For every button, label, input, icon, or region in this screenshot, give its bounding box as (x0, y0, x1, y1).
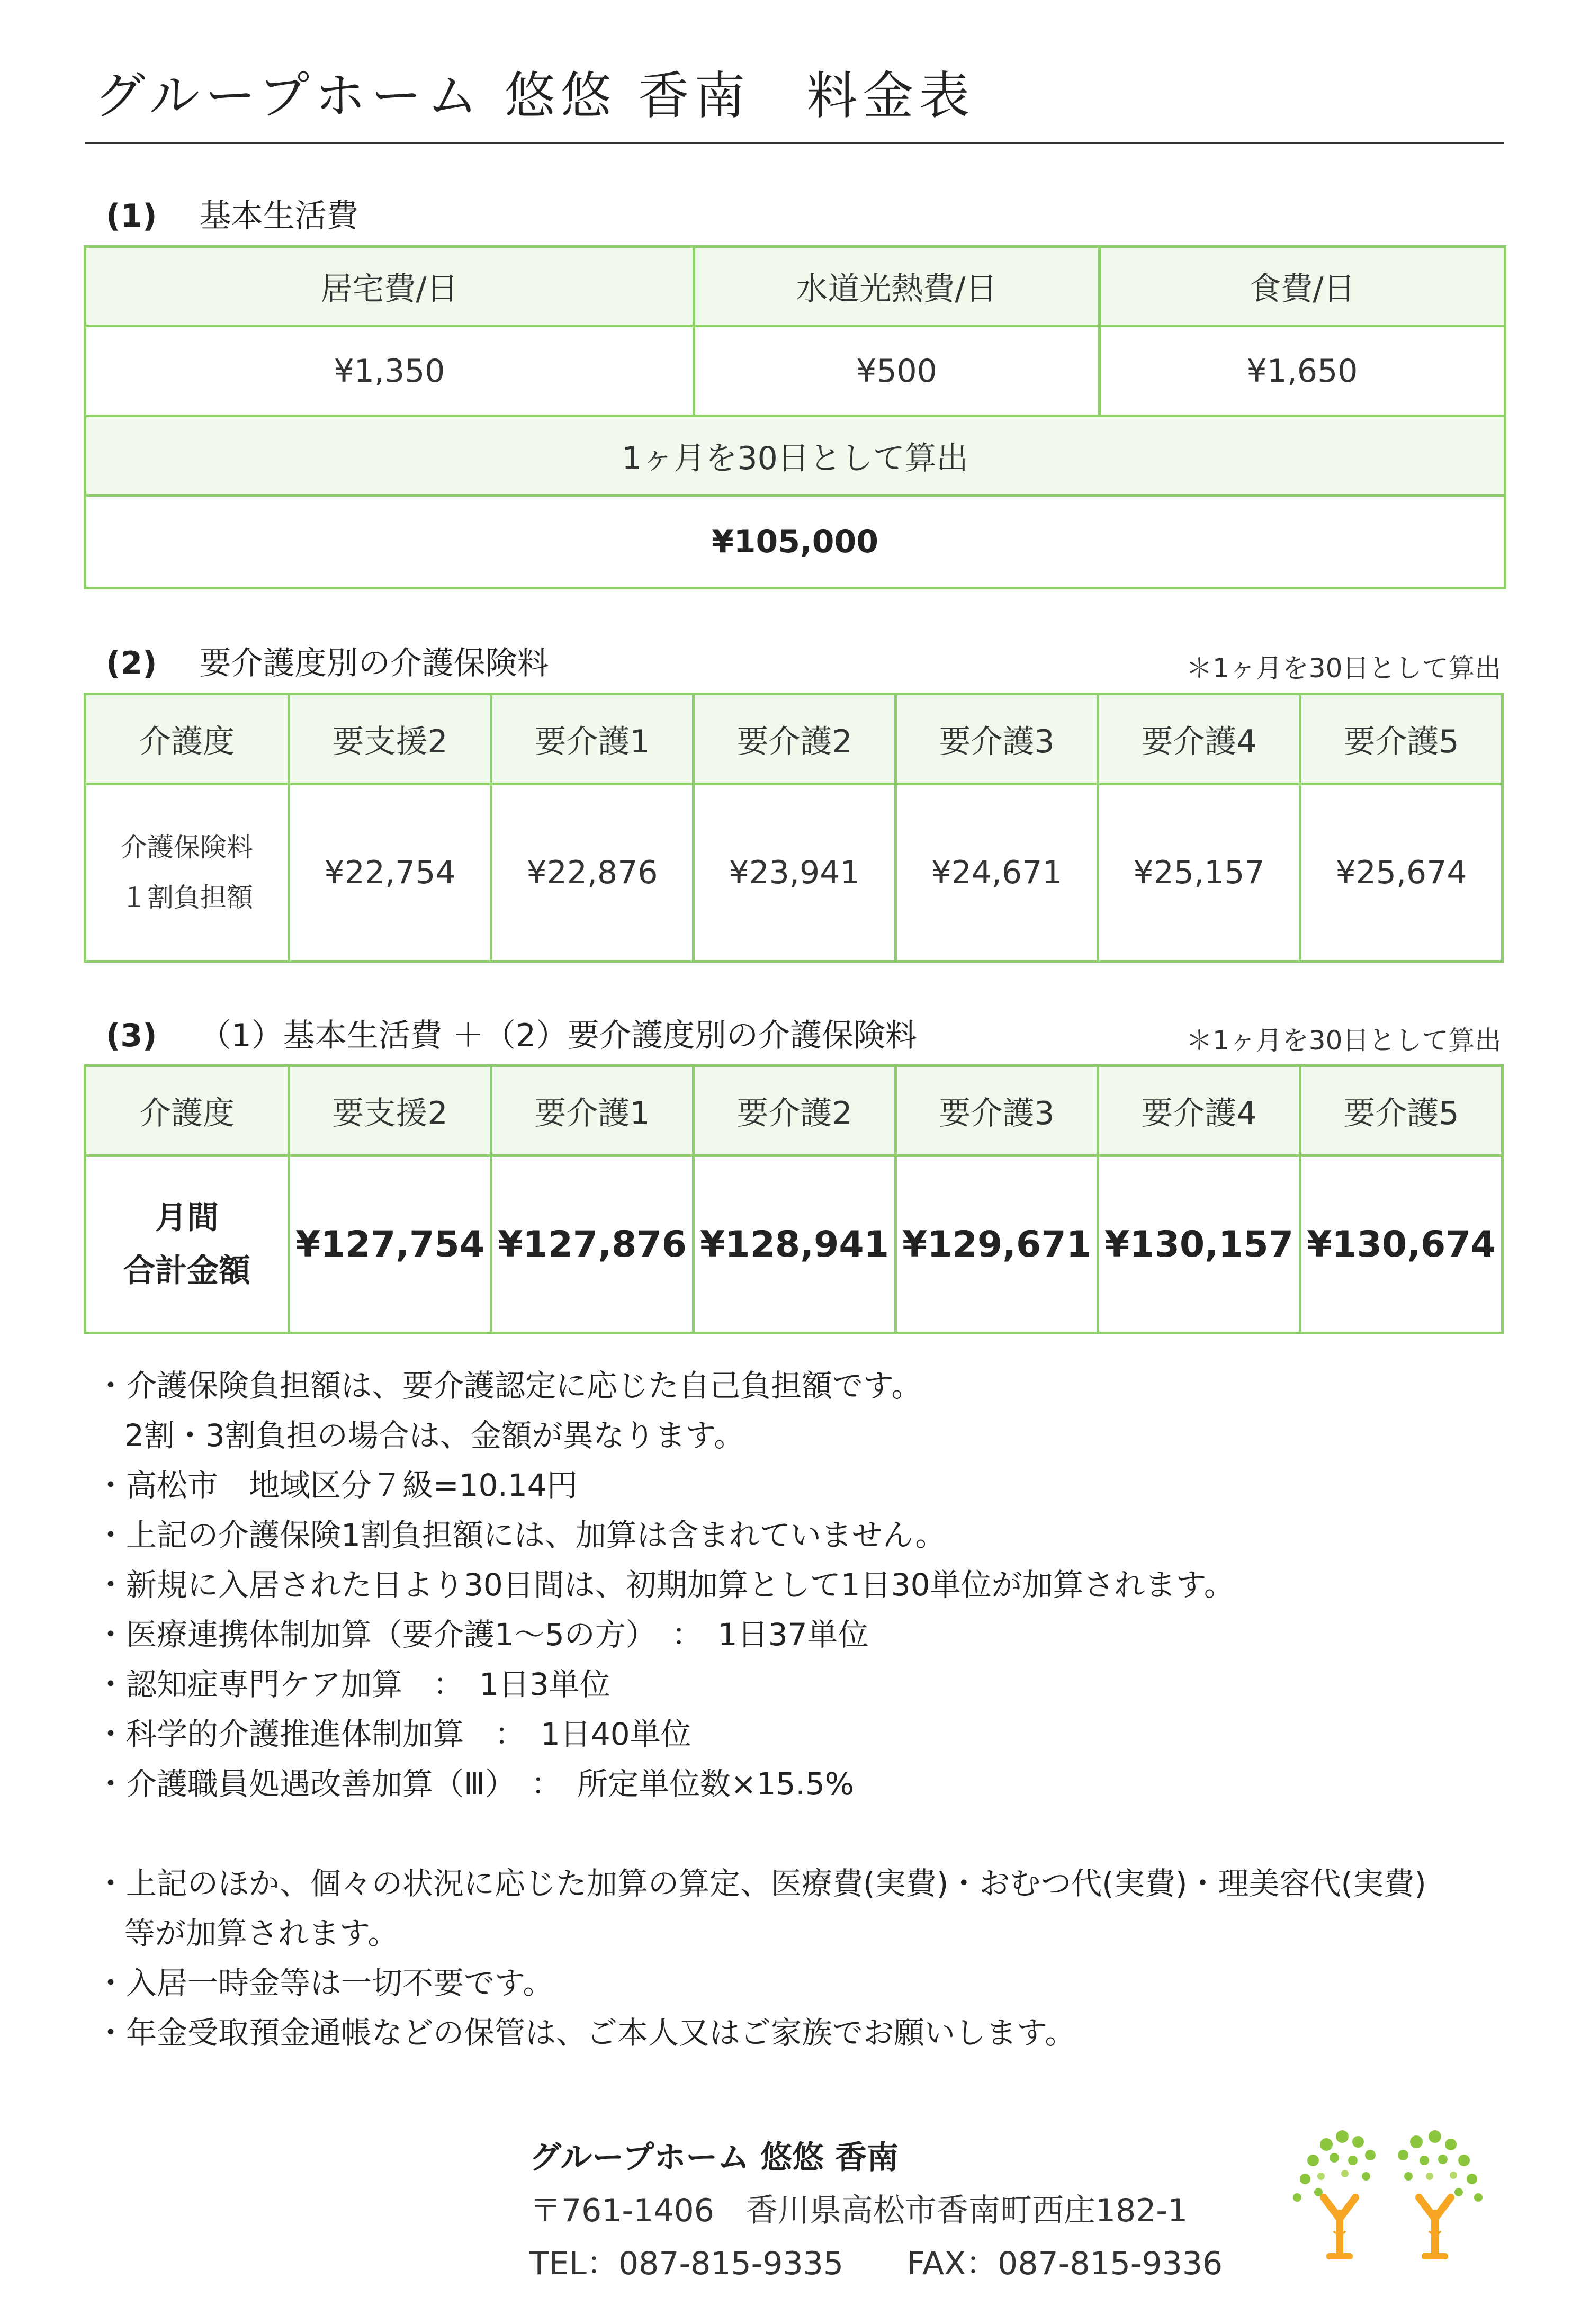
value-rent: ¥1,350 (85, 326, 694, 416)
note-item: ・高松市 地域区分７級=10.14円 (95, 1467, 578, 1503)
insurance-fee-table (84, 693, 1504, 963)
notes-list (95, 1361, 1525, 2058)
level-care-2: 要介護2 (694, 1066, 896, 1156)
insurance-value-care-2: ¥23,941 (694, 784, 896, 962)
section3-note: ＊1ヶ月を30日として算出 (1186, 1025, 1502, 1056)
basic-living-cost-table (84, 245, 1506, 589)
total-row-label (85, 1156, 289, 1333)
section1-label: 基本生活費 (199, 198, 358, 235)
tree-logo-icon (1281, 2123, 1493, 2272)
monthly-total: ¥105,000 (85, 496, 1505, 588)
section2-heading (106, 638, 549, 684)
header-utilities: 水道光熱費/日 (694, 247, 1100, 326)
header-meals: 食費/日 (1100, 247, 1505, 326)
level-care-2: 要介護2 (694, 694, 896, 784)
note-item: ・上記のほか、個々の状況に応じた加算の算定、医療費(実費)・おむつ代(実費)・理美容代(実費) (95, 1865, 1426, 1901)
facility-address: 〒761-1406 香川県高松市香南町西庄182-1 (529, 2192, 1188, 2229)
insurance-value-support-2: ¥22,754 (289, 784, 491, 962)
value-utilities: ¥500 (694, 326, 1100, 416)
total-row-label-line2: 合計金額 (123, 1252, 250, 1289)
facility-fax: FAX：087-815-9336 (907, 2245, 1223, 2282)
calc-basis-note: 1ヶ月を30日として算出 (85, 416, 1505, 496)
note-item: 2割・3割負担の場合は、金額が異なります。 (124, 1417, 745, 1453)
section1-heading (106, 191, 358, 236)
monthly-total-table (84, 1064, 1504, 1334)
level-support-2: 要支援2 (289, 694, 491, 784)
note-item: ・介護職員処遇改善加算（Ⅲ） ： 所定単位数×15.5% (95, 1766, 854, 1802)
insurance-row-label-line1: 介護保険料 (121, 832, 253, 863)
care-level-header: 介護度 (85, 1066, 289, 1156)
note-item: ・入居一時金等は一切不要です。 (95, 1965, 554, 2001)
section3-number: (3) (106, 1017, 157, 1054)
note-item: 等が加算されます。 (124, 1915, 399, 1951)
section2-number: (2) (106, 645, 157, 682)
total-value-care-5: ¥130,674 (1300, 1156, 1503, 1333)
level-care-4: 要介護4 (1098, 694, 1300, 784)
note-item: ・医療連携体制加算（要介護1～5の方） ： 1日37単位 (95, 1617, 869, 1653)
insurance-value-care-3: ¥24,671 (896, 784, 1098, 962)
note-item: ・上記の介護保険1割負担額には、加算は含まれていません。 (95, 1517, 946, 1553)
insurance-value-care-4: ¥25,157 (1098, 784, 1300, 962)
total-value-support-2: ¥127,754 (289, 1156, 491, 1333)
notes-spacer (95, 1809, 1525, 1859)
total-value-care-1: ¥127,876 (491, 1156, 694, 1333)
level-support-2: 要支援2 (289, 1066, 491, 1156)
section3-label: （1）基本生活費 ＋（2）要介護度別の介護保険料 (199, 1017, 918, 1054)
note-item: ・介護保険負担額は、要介護認定に応じた自己負担額です。 (95, 1368, 922, 1404)
facility-contact (529, 2131, 1223, 2290)
note-item: ・科学的介護推進体制加算 ： 1日40単位 (95, 1716, 691, 1752)
value-meals: ¥1,650 (1100, 326, 1505, 416)
note-item: ・認知症専門ケア加算 ： 1日3単位 (95, 1666, 610, 1702)
facility-tel: TEL：087-815-9335 (529, 2245, 844, 2282)
level-care-5: 要介護5 (1300, 694, 1503, 784)
page-title: グループホーム 悠悠 香南 料金表 (94, 66, 975, 125)
total-value-care-2: ¥128,941 (694, 1156, 896, 1333)
note-item: ・新規に入居された日より30日間は、初期加算として1日30単位が加算されます。 (95, 1567, 1235, 1603)
level-care-1: 要介護1 (491, 1066, 694, 1156)
header-rent: 居宅費/日 (85, 247, 694, 326)
total-value-care-3: ¥129,671 (896, 1156, 1098, 1333)
level-care-5: 要介護5 (1300, 1066, 1503, 1156)
section2-note: ＊1ヶ月を30日として算出 (1186, 653, 1502, 684)
insurance-value-care-5: ¥25,674 (1300, 784, 1503, 962)
insurance-value-care-1: ¥22,876 (491, 784, 694, 962)
level-care-3: 要介護3 (896, 1066, 1098, 1156)
level-care-3: 要介護3 (896, 694, 1098, 784)
section2-label: 要介護度別の介護保険料 (199, 645, 549, 682)
section3-heading (106, 1010, 917, 1056)
facility-name: グループホーム 悠悠 香南 (529, 2139, 899, 2176)
title-divider (85, 142, 1504, 144)
care-level-header: 介護度 (85, 694, 289, 784)
total-value-care-4: ¥130,157 (1098, 1156, 1300, 1333)
insurance-row-label-line2: １割負担額 (121, 882, 253, 913)
total-row-label-line1: 月間 (155, 1199, 219, 1236)
insurance-row-label (85, 784, 289, 962)
facility-phone-fax (529, 2237, 1223, 2290)
level-care-4: 要介護4 (1098, 1066, 1300, 1156)
section1-number: (1) (106, 198, 157, 235)
note-item: ・年金受取預金通帳などの保管は、ご本人又はご家族でお願いします。 (95, 2015, 1076, 2051)
level-care-1: 要介護1 (491, 694, 694, 784)
